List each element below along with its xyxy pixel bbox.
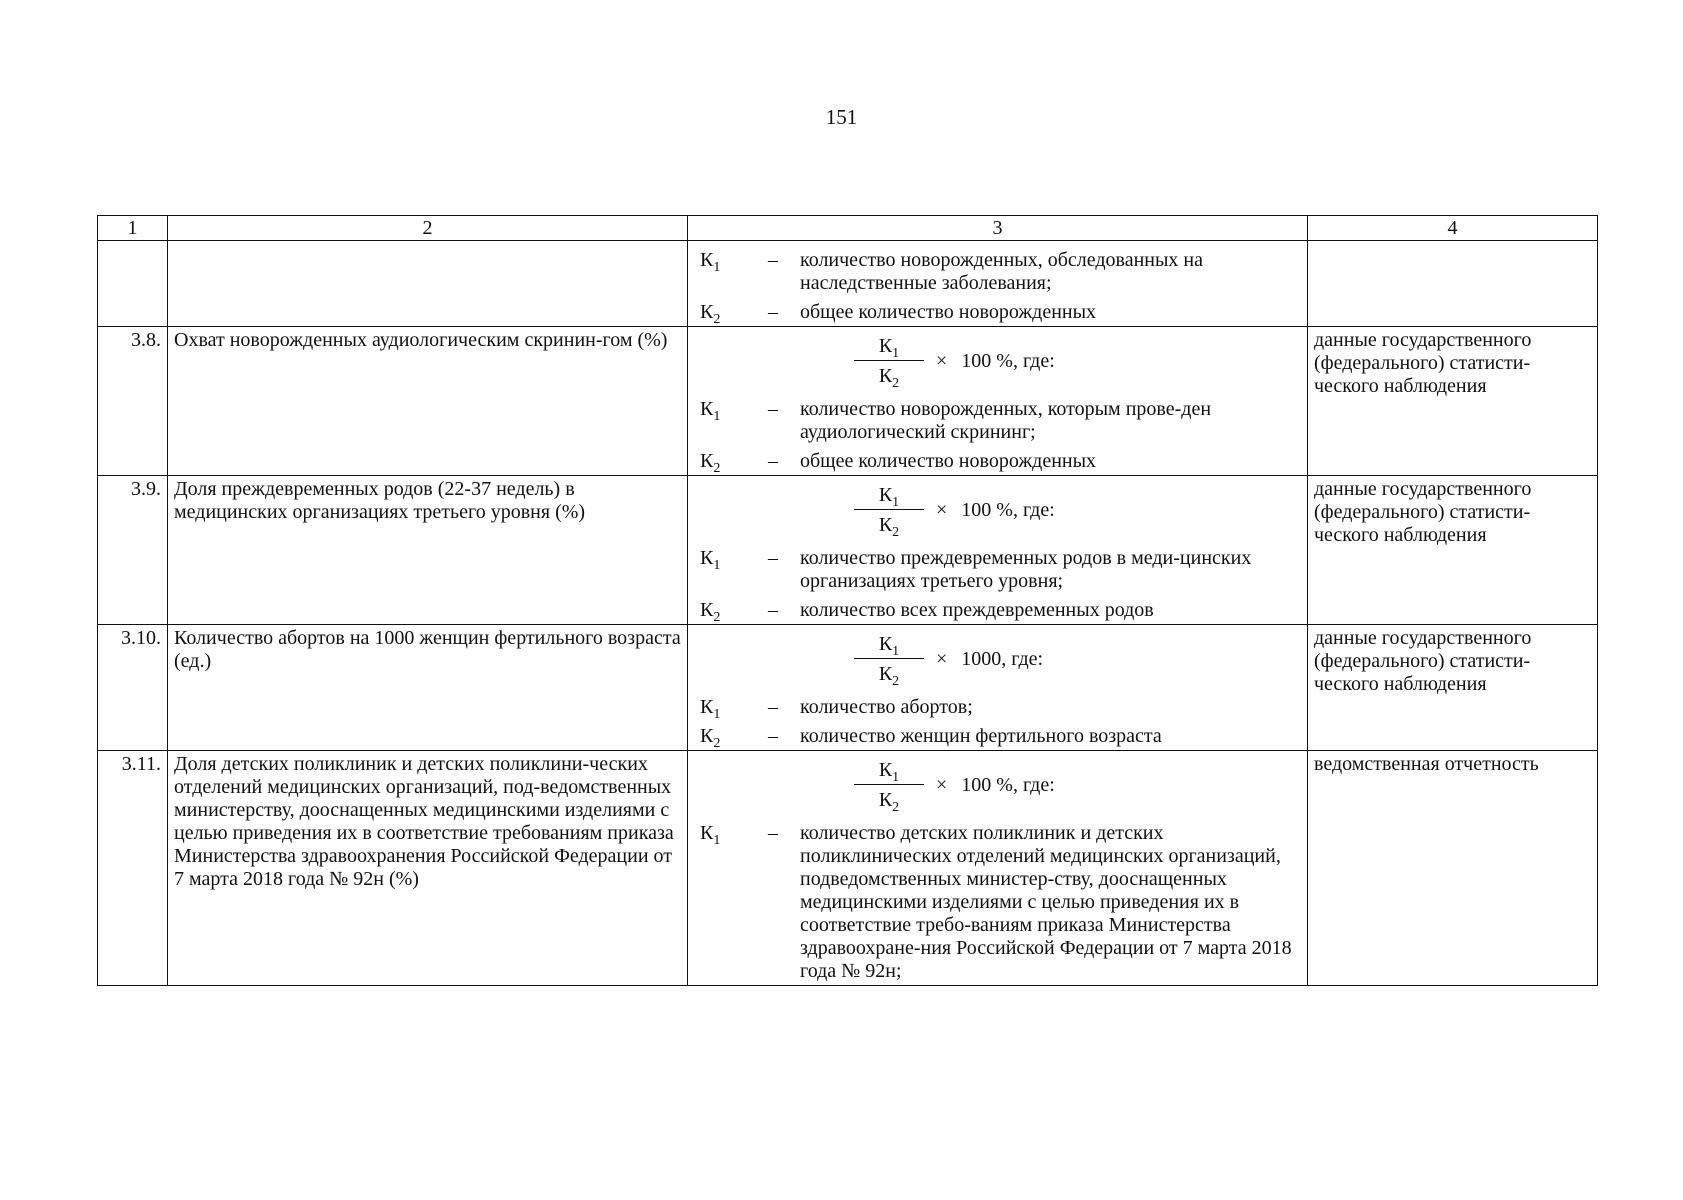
- table-header-row: [98, 216, 1598, 241]
- definition-row: [694, 696, 1301, 722]
- formula-denominator: $К_2$: [878, 514, 900, 540]
- cell-indicator-name: Доля детских поликлиник и детских поликлини-ческих отделений медицинских организаций, под-ведомственных министерству, дооснащенных медицинскими изделиями с целью приведения их в соответствие требованиям приказа Министерства здравоохранения Российской Федерации от 7 марта 2018 года № 92н (%): [168, 751, 688, 986]
- definition-text: количество абортов;: [800, 696, 973, 718]
- definition-dash: –: [768, 450, 778, 472]
- cell-indicator-name: [168, 241, 688, 327]
- cell-formula: [688, 476, 1308, 625]
- definition-text: количество детских поликлиник и детских поликлинических отделений медицинских организаций, подведомственных министер-ству, дооснащенных медицинскими изделиями с целью приведения их в соответствие требо-ваниям приказа Министерства здравоохране-ния Российской Федерации от 7 марта 2018 года № 92н;: [800, 822, 1292, 982]
- formula-times-sign: ×: [936, 350, 948, 372]
- definition-symbol: $К_2$: [700, 450, 721, 476]
- cell-source: данные государственного (федерального) статисти-ческого наблюдения: [1308, 327, 1598, 476]
- cell-indicator-name: Доля преждевременных родов (22-37 недель) в медицинских организациях третьего уровня (%): [168, 476, 688, 625]
- formula-denominator: $К_2$: [878, 365, 900, 391]
- table-row: [98, 625, 1598, 751]
- formula-denominator: $К_2$: [878, 663, 900, 689]
- formula-times-sign: ×: [936, 648, 948, 670]
- cell-formula: [688, 625, 1308, 751]
- definition-symbol: $К_1$: [700, 249, 721, 275]
- table-row: [98, 476, 1598, 625]
- formula-numerator: $К_1$: [854, 484, 924, 510]
- definition-row: [694, 249, 1301, 295]
- definition-symbol: $К_1$: [700, 398, 721, 424]
- cell-number: 3.11.: [98, 751, 168, 986]
- formula-numerator: $К_1$: [854, 335, 924, 361]
- definition-row: [694, 547, 1301, 593]
- definition-symbol: $К_1$: [700, 822, 721, 848]
- formula-multiplier: 100 %, где:: [961, 499, 1055, 521]
- cell-formula: [688, 241, 1308, 327]
- cell-number: [98, 241, 168, 327]
- definition-text: количество преждевременных родов в меди-цинских организациях третьего уровня;: [800, 547, 1252, 592]
- definition-row: [694, 725, 1301, 751]
- formula-multiplier: 100 %, где:: [961, 350, 1055, 372]
- definition-text: количество всех преждевременных родов: [800, 599, 1154, 621]
- formula-times-sign: ×: [936, 499, 948, 521]
- column-header-4: 4: [1308, 216, 1598, 241]
- formula-fraction: [854, 633, 924, 689]
- definition-dash: –: [768, 249, 778, 271]
- definition-row: [694, 599, 1301, 625]
- formula-multiplier: 1000, где:: [961, 648, 1044, 670]
- cell-indicator-name: Охват новорожденных аудиологическим скринин-гом (%): [168, 327, 688, 476]
- definition-dash: –: [768, 547, 778, 569]
- definition-dash: –: [768, 599, 778, 621]
- definition-dash: –: [768, 398, 778, 420]
- formula-numerator: $К_1$: [854, 633, 924, 659]
- formula-denominator: $К_2$: [878, 789, 900, 815]
- formula-multiplier: 100 %, где:: [961, 774, 1055, 796]
- cell-number: 3.10.: [98, 625, 168, 751]
- definition-dash: –: [768, 822, 778, 844]
- indicators-table: [97, 215, 1598, 986]
- definition-dash: –: [768, 725, 778, 747]
- definition-text: количество женщин фертильного возраста: [800, 725, 1162, 747]
- definition-row: [694, 301, 1301, 327]
- cell-formula: [688, 751, 1308, 986]
- cell-indicator-name: Количество абортов на 1000 женщин фертильного возраста (ед.): [168, 625, 688, 751]
- definition-row: [694, 450, 1301, 476]
- formula: [854, 484, 1301, 540]
- cell-source: данные государственного (федерального) статисти-ческого наблюдения: [1308, 625, 1598, 751]
- definition-symbol: $К_1$: [700, 547, 721, 573]
- cell-number: 3.8.: [98, 327, 168, 476]
- definition-row: [694, 822, 1301, 983]
- formula-fraction: [854, 335, 924, 391]
- definition-symbol: $К_2$: [700, 599, 721, 625]
- formula: [854, 633, 1301, 689]
- formula-fraction: [854, 484, 924, 540]
- formula-times-sign: ×: [936, 774, 948, 796]
- cell-source: ведомственная отчетность: [1308, 751, 1598, 986]
- cell-source: данные государственного (федерального) статисти-ческого наблюдения: [1308, 476, 1598, 625]
- definition-dash: –: [768, 301, 778, 323]
- cell-formula: [688, 327, 1308, 476]
- formula-fraction: [854, 759, 924, 815]
- formula-numerator: $К_1$: [854, 759, 924, 785]
- continuation-row: [98, 241, 1598, 327]
- definition-text: общее количество новорожденных: [800, 450, 1097, 472]
- formula: [854, 759, 1301, 815]
- table-row: [98, 327, 1598, 476]
- cell-source: [1308, 241, 1598, 327]
- definition-symbol: $К_2$: [700, 301, 721, 327]
- definition-symbol: $К_1$: [700, 696, 721, 722]
- definition-symbol: $К_2$: [700, 725, 721, 751]
- column-header-1: 1: [98, 216, 168, 241]
- column-header-2: 2: [168, 216, 688, 241]
- table-row: [98, 751, 1598, 986]
- definition-dash: –: [768, 696, 778, 718]
- column-header-3: 3: [688, 216, 1308, 241]
- definition-row: [694, 398, 1301, 444]
- definition-text: количество новорожденных, обследованных на наследственные заболевания;: [800, 249, 1204, 294]
- page-number: 151: [825, 105, 858, 129]
- definition-text: общее количество новорожденных: [800, 301, 1097, 323]
- cell-number: 3.9.: [98, 476, 168, 625]
- formula: [854, 335, 1301, 391]
- definition-text: количество новорожденных, которым прове-ден аудиологический скрининг;: [800, 398, 1212, 443]
